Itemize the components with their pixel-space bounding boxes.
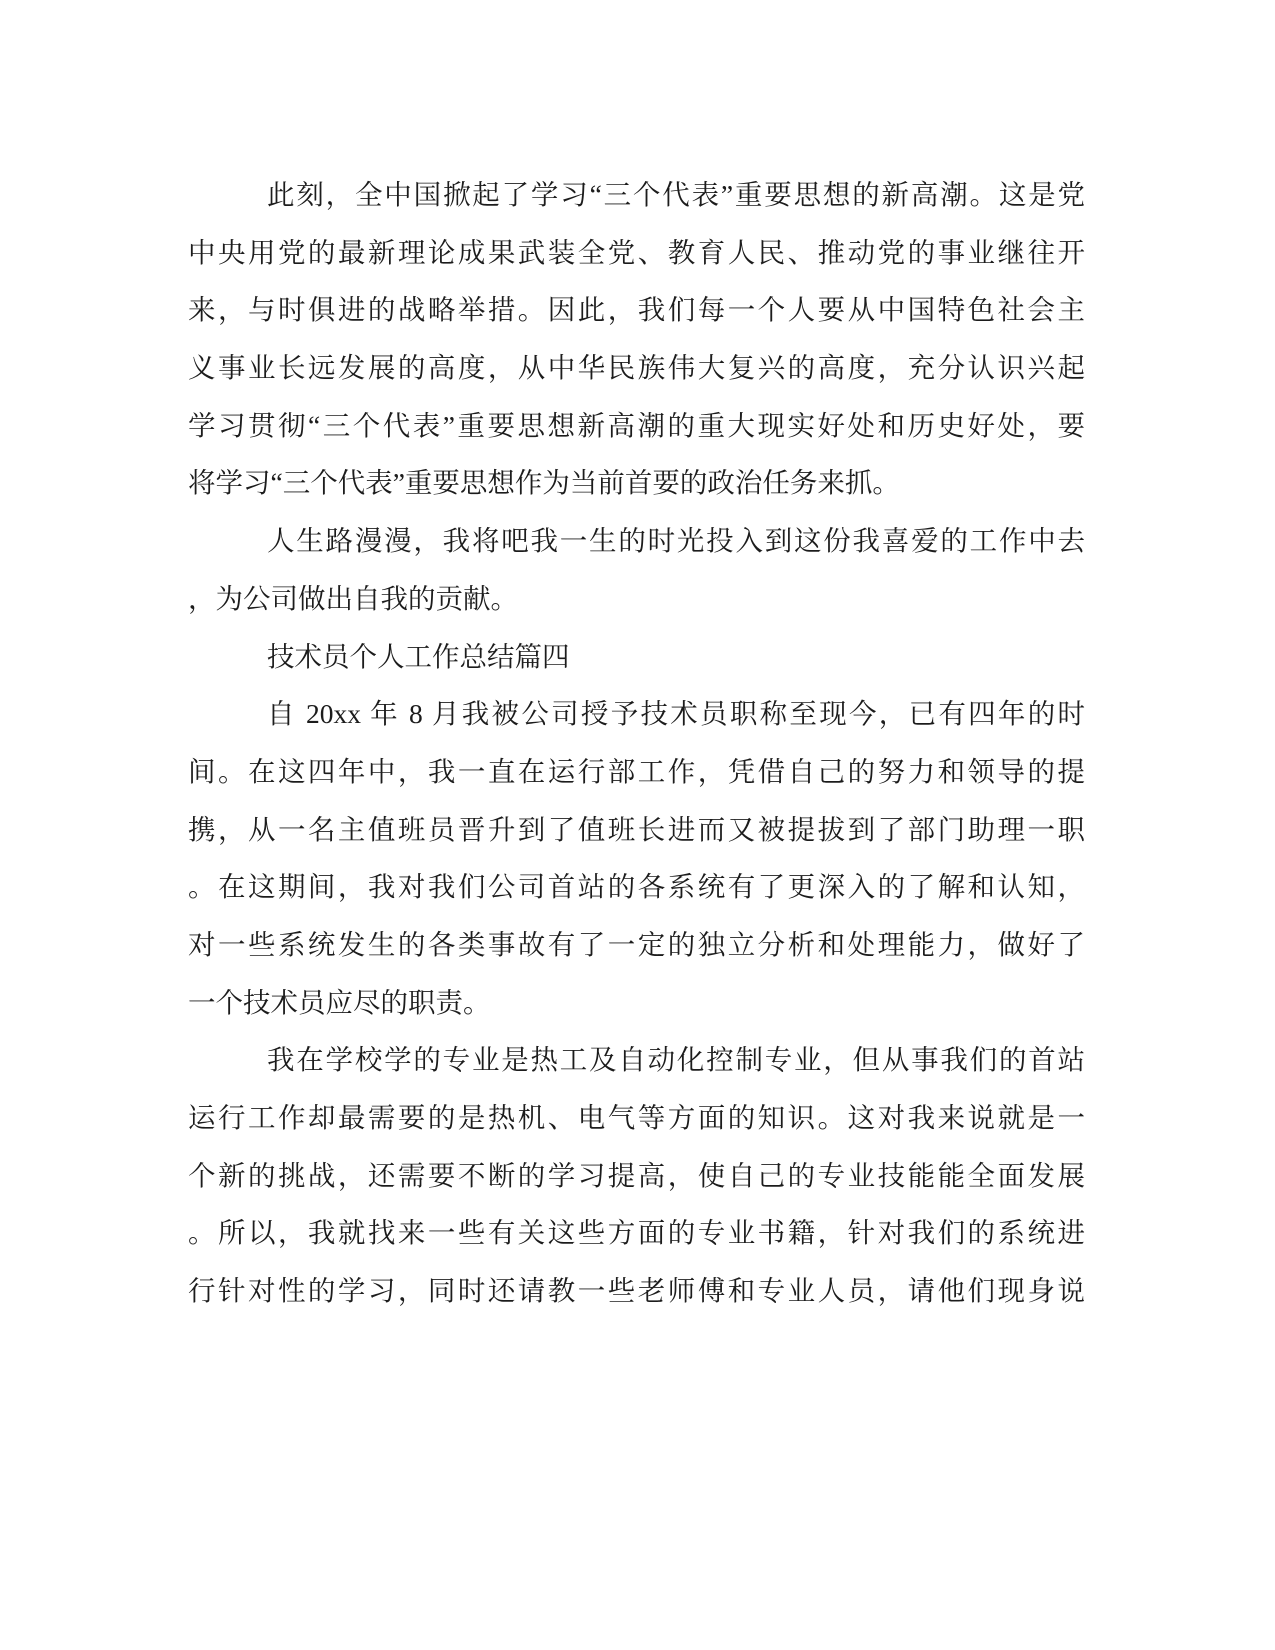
- text-line: 将学习“三个代表”重要思想作为当前首要的政治任务来抓。: [188, 467, 900, 499]
- text-line: 间。在这四年中，我一直在运行部工作，凭借自己的努力和领导的提: [188, 755, 1085, 787]
- text-line: 运行工作却最需要的是热机、电气等方面的知识。这对我来说就是一: [188, 1102, 1085, 1133]
- text-line: 行针对性的学习，同时还请教一些老师傅和专业人员，请他们现身说: [188, 1275, 1085, 1307]
- text-line: 此刻，全中国掀起了学习“三个代表”重要思想的新高潮。这是党: [267, 179, 1085, 210]
- text-line: 技术员个人工作总结篇四: [267, 640, 570, 672]
- text-block: [188, 166, 1085, 1320]
- text-line: 我在学校学的专业是热工及自动化控制专业，但从事我们的首站: [267, 1044, 1085, 1076]
- text-line: ，为公司做出自我的贡献。: [188, 582, 518, 614]
- text-line: 一个技术员应尽的职责。: [188, 986, 491, 1018]
- text-line: 人生路漫漫，我将吧我一生的时光投入到这份我喜爱的工作中去: [267, 525, 1085, 557]
- text-line: 学习贯彻“三个代表”重要思想新高潮的重大现实好处和历史好处，要: [188, 409, 1085, 441]
- text-line: 。所以，我就找来一些有关这些方面的专业书籍，针对我们的系统进: [188, 1217, 1085, 1249]
- text-line: 来，与时俱进的战略举措。因此，我们每一个人要从中国特色社会主: [188, 294, 1085, 326]
- text-line: 义事业长远发展的高度，从中华民族伟大复兴的高度，充分认识兴起: [188, 352, 1085, 384]
- text-line: 。在这期间，我对我们公司首站的各系统有了更深入的了解和认知，: [188, 871, 1085, 903]
- text-line: 自 20xx 年 8 月我被公司授予技术员职称至现今，已有四年的时: [267, 698, 1085, 730]
- text-line: 对一些系统发生的各类事故有了一定的独立分析和处理能力，做好了: [188, 928, 1085, 960]
- text-line: 携，从一名主值班员晋升到了值班长进而又被提拔到了部门助理一职: [188, 813, 1085, 845]
- text-line: 个新的挑战，还需要不断的学习提高，使自己的专业技能能全面发展: [188, 1159, 1085, 1191]
- text-line: 中央用党的最新理论成果武装全党、教育人民、推动党的事业继往开: [188, 236, 1085, 268]
